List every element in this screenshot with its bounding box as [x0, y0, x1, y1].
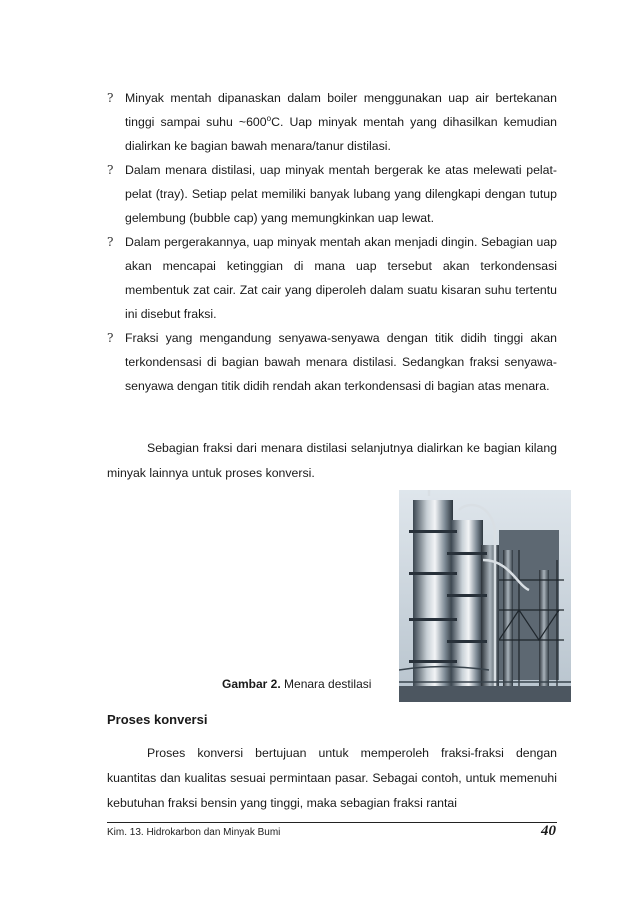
paragraph: Sebagian fraksi dari menara distilasi selanjutnya dialirkan ke bagian kilang minyak lainnya untuk proses konversi.	[107, 441, 557, 480]
distillation-tower-photo	[399, 490, 571, 702]
list-item	[107, 326, 557, 398]
list-item-text: Fraksi yang mengandung senyawa-senyawa dengan titik didih tinggi akan terkondensasi di bagian bawah menara distilasi. Sedangkan fraksi senyawa-senyawa dengan titik didih rendah akan terkondensasi di bagian atas menara.	[125, 331, 557, 393]
section-heading: Proses konversi	[107, 712, 208, 727]
list-item-text: Dalam menara distilasi, uap minyak mentah bergerak ke atas melewati pelat-pelat (tray). Setiap pelat memiliki banyak lubang yang dilengkapi dengan tutup gelembung (bubble cap) yang memungkinkan uap lewat.	[125, 163, 557, 225]
figure-caption	[222, 676, 371, 692]
list-item	[107, 86, 557, 158]
bullet-marker: ?	[107, 91, 114, 105]
figure-caption-text: Menara destilasi	[280, 677, 372, 691]
list-item	[107, 230, 557, 326]
list-item-text: Minyak mentah dipanaskan dalam boiler menggunakan uap air bertekanan tinggi sampai suhu ~600$^o$C. Uap minyak mentah yang dihasilkan kemudian dialirkan ke bagian bawah menara/tanur distilasi.	[125, 91, 557, 153]
bullet-list	[107, 86, 557, 398]
bullet-marker: ?	[107, 163, 114, 177]
paragraph: Proses konversi bertujuan untuk memperoleh fraksi-fraksi dengan kuantitas dan kualitas sesuai permintaan pasar. Sebagai contoh, untuk memenuhi kebutuhan fraksi bensin yang tinggi, maka sebagian fraksi rantai	[107, 746, 557, 810]
footer-divider	[107, 822, 557, 823]
list-item-text: Dalam pergerakannya, uap minyak mentah akan menjadi dingin. Sebagian uap akan mencapai ketinggian di mana uap tersebut akan terkondensasi membentuk zat cair. Zat cair yang diperoleh dalam suatu kisaran suhu tertentu ini disebut fraksi.	[125, 235, 557, 321]
list-item	[107, 158, 557, 230]
footer-title: Kim. 13. Hidrokarbon dan Minyak Bumi	[107, 827, 281, 838]
page-number: 40	[541, 823, 556, 839]
bullet-marker: ?	[107, 235, 114, 249]
figure-label: Gambar 2.	[222, 677, 281, 691]
bullet-marker: ?	[107, 331, 114, 345]
degree-superscript: o	[266, 113, 272, 123]
